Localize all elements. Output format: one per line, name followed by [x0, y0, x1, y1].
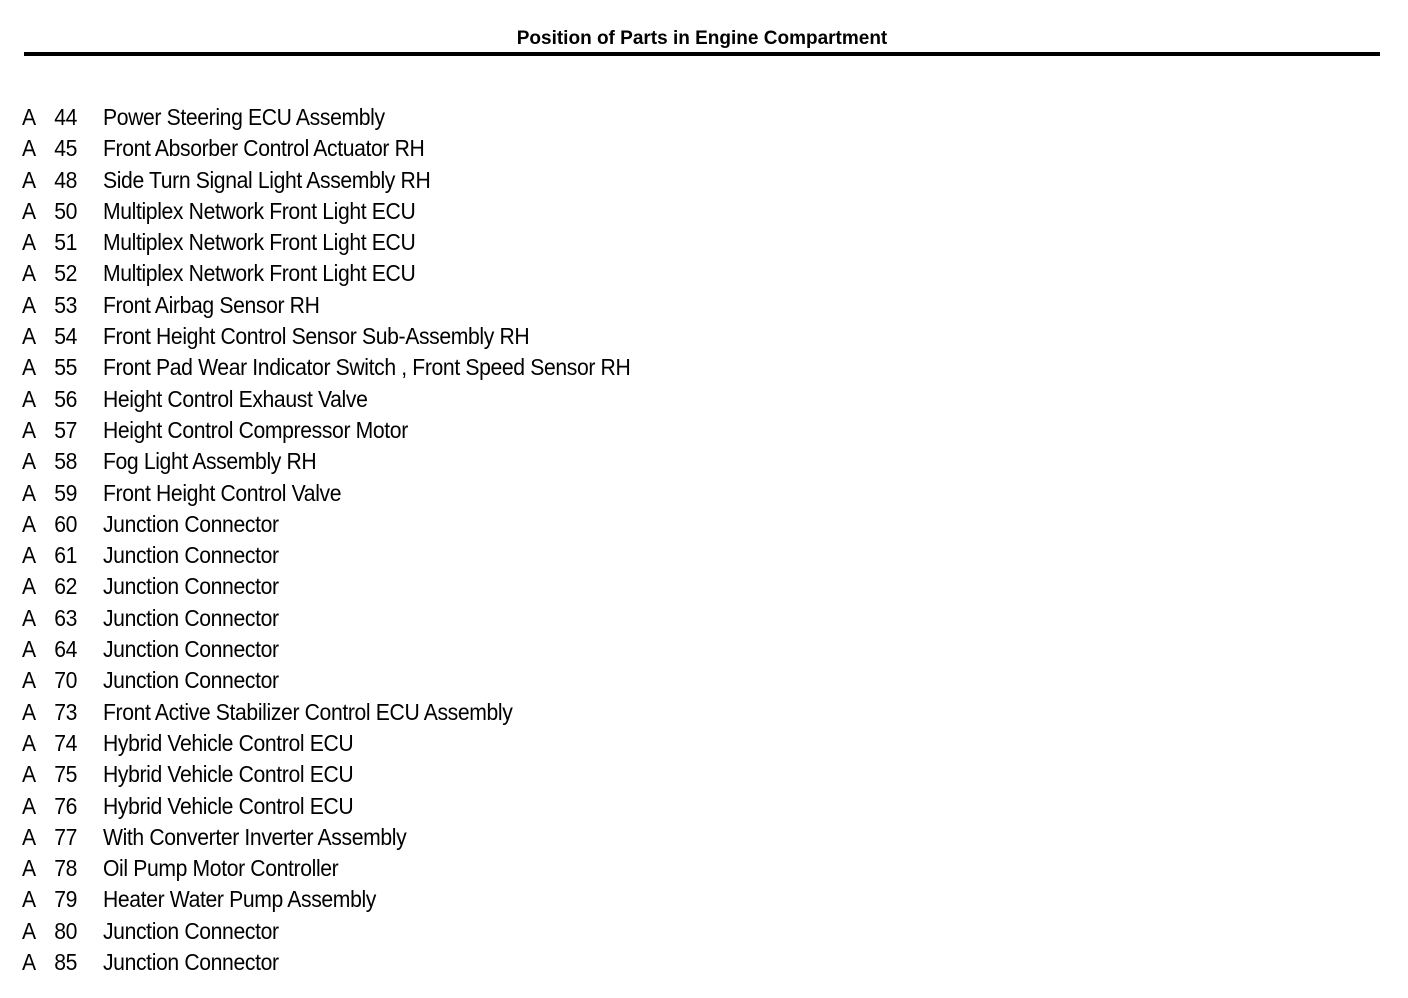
part-location-code: A	[22, 135, 36, 162]
part-number: 75	[54, 761, 78, 788]
part-name: Multiplex Network Front Light ECU	[102, 229, 416, 256]
part-name: Multiplex Network Front Light ECU	[102, 260, 416, 287]
part-name: Heater Water Pump Assembly	[102, 886, 377, 913]
list-item	[22, 947, 942, 978]
part-number: 73	[54, 698, 78, 725]
part-location-code: A	[22, 416, 36, 443]
part-location-code: A	[22, 917, 36, 944]
part-location-code: A	[22, 761, 36, 788]
part-name: With Converter Inverter Assembly	[102, 823, 407, 850]
list-item	[22, 603, 942, 634]
part-name: Hybrid Vehicle Control ECU	[102, 761, 354, 788]
part-name: Front Height Control Sensor Sub-Assembly RH	[102, 323, 530, 350]
part-location-code: A	[22, 823, 36, 850]
part-number: 52	[54, 260, 78, 287]
part-location-code: A	[22, 448, 36, 475]
list-item	[22, 884, 942, 915]
part-name: Oil Pump Motor Controller	[102, 855, 339, 882]
list-item	[22, 571, 942, 602]
list-item	[22, 321, 942, 352]
part-number: 63	[54, 604, 78, 631]
part-location-code: A	[22, 104, 36, 130]
list-item	[22, 415, 942, 446]
list-item	[22, 290, 942, 321]
part-number: 62	[54, 573, 78, 600]
list-item	[22, 478, 942, 509]
part-location-code: A	[22, 510, 36, 537]
part-name: Junction Connector	[102, 636, 279, 663]
part-location-code: A	[22, 792, 36, 819]
part-name: Front Airbag Sensor RH	[102, 291, 320, 318]
part-location-code: A	[22, 479, 36, 506]
part-location-code: A	[22, 698, 36, 725]
part-number: 74	[54, 729, 78, 756]
part-name: Junction Connector	[102, 510, 279, 537]
part-location-code: A	[22, 886, 36, 913]
part-number: 55	[54, 354, 78, 381]
parts-list	[22, 102, 1022, 978]
part-name: Front Height Control Valve	[102, 479, 342, 506]
list-item	[22, 665, 942, 696]
list-item	[22, 258, 942, 289]
list-item	[22, 916, 942, 947]
part-number: 56	[54, 385, 78, 412]
part-name: Junction Connector	[102, 573, 279, 600]
part-location-code: A	[22, 385, 36, 412]
list-item	[22, 384, 942, 415]
part-number: 51	[54, 229, 78, 256]
part-number: 64	[54, 636, 78, 663]
part-location-code: A	[22, 573, 36, 600]
part-name: Side Turn Signal Light Assembly RH	[102, 166, 431, 193]
part-location-code: A	[22, 729, 36, 756]
part-name: Junction Connector	[102, 949, 279, 976]
header-divider	[24, 52, 1380, 56]
part-number: 59	[54, 479, 78, 506]
list-item	[22, 822, 942, 853]
part-number: 61	[54, 542, 78, 569]
part-name: Height Control Exhaust Valve	[102, 385, 368, 412]
part-name: Multiplex Network Front Light ECU	[102, 197, 416, 224]
part-number: 50	[54, 197, 78, 224]
part-location-code: A	[22, 855, 36, 882]
list-item	[22, 227, 942, 258]
list-item	[22, 540, 942, 571]
part-name: Front Active Stabilizer Control ECU Assembly	[102, 698, 513, 725]
part-name: Height Control Compressor Motor	[102, 416, 408, 443]
part-number: 54	[54, 323, 78, 350]
part-number: 57	[54, 416, 78, 443]
part-name: Front Absorber Control Actuator RH	[102, 135, 425, 162]
part-location-code: A	[22, 197, 36, 224]
part-number: 45	[54, 135, 78, 162]
part-name: Hybrid Vehicle Control ECU	[102, 729, 354, 756]
part-number: 48	[54, 166, 78, 193]
part-location-code: A	[22, 667, 36, 694]
part-location-code: A	[22, 354, 36, 381]
list-item	[22, 165, 942, 196]
part-location-code: A	[22, 636, 36, 663]
part-name: Hybrid Vehicle Control ECU	[102, 792, 354, 819]
part-number: 78	[54, 855, 78, 882]
part-location-code: A	[22, 542, 36, 569]
part-location-code: A	[22, 166, 36, 193]
part-location-code: A	[22, 949, 36, 976]
part-number: 80	[54, 917, 78, 944]
list-item	[22, 446, 942, 477]
list-item	[22, 196, 942, 227]
list-item	[22, 791, 942, 822]
list-item	[22, 853, 942, 884]
list-item	[22, 352, 942, 383]
part-name: Junction Connector	[102, 542, 279, 569]
part-name: Junction Connector	[102, 667, 279, 694]
part-location-code: A	[22, 291, 36, 318]
page-title: Position of Parts in Engine Compartment	[516, 28, 888, 49]
part-location-code: A	[22, 323, 36, 350]
list-item	[22, 697, 942, 728]
part-number: 70	[54, 667, 78, 694]
part-name: Fog Light Assembly RH	[102, 448, 317, 475]
part-name: Front Pad Wear Indicator Switch , Front Speed Sensor RH	[102, 354, 631, 381]
list-item	[22, 728, 942, 759]
part-number: 60	[54, 510, 78, 537]
part-number: 76	[54, 792, 78, 819]
part-number: 53	[54, 291, 78, 318]
part-location-code: A	[22, 604, 36, 631]
list-item	[22, 102, 942, 133]
list-item	[22, 133, 942, 164]
part-location-code: A	[22, 260, 36, 287]
part-number: 77	[54, 823, 78, 850]
part-number: 58	[54, 448, 78, 475]
part-number: 79	[54, 886, 78, 913]
part-name: Power Steering ECU Assembly	[102, 104, 385, 130]
part-location-code: A	[22, 229, 36, 256]
list-item	[22, 509, 942, 540]
list-item	[22, 759, 942, 790]
part-number: 85	[54, 949, 78, 976]
part-name: Junction Connector	[102, 604, 279, 631]
part-number: 44	[54, 104, 78, 130]
list-item	[22, 634, 942, 665]
part-name: Junction Connector	[102, 917, 279, 944]
